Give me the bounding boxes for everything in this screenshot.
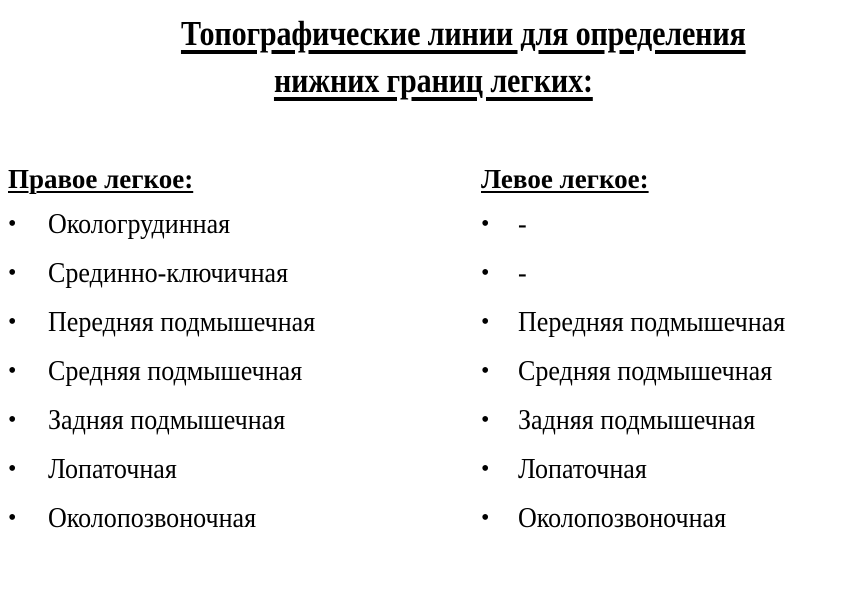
list-item-text: Околопозвоночная [518,503,727,534]
list-item [481,445,649,494]
list-item [481,494,727,543]
bullet-icon: • [8,211,17,237]
bullet-icon: • [8,505,17,531]
bullet-icon: • [481,260,490,286]
list-item [481,347,773,396]
bullet-icon: • [481,358,490,384]
list-item [8,396,286,445]
bullet-icon: • [481,505,490,531]
right-lung-column [8,160,316,543]
bullet-icon: • [8,456,17,482]
list-item-text: Средняя подмышечная [48,356,303,387]
bullet-icon: • [8,407,17,433]
bullet-icon: • [481,456,490,482]
list-item-text: Средняя подмышечная [518,356,773,387]
list-item-text: Задняя подмышечная [48,405,286,436]
slide-title [0,10,867,104]
list-item-text: Лопаточная [518,454,647,485]
list-item [481,200,649,249]
list-item [481,396,756,445]
bullet-icon: • [481,211,490,237]
left-lung-column [481,160,786,543]
list-item-text: Окологрудинная [48,209,231,240]
right-lung-heading: Правое легкое: [8,164,194,194]
list-item-text: Срединно-ключичная [48,258,289,289]
list-item-text: Околопозвоночная [48,503,257,534]
right-lung-list [8,200,316,543]
list-item-text: - [518,258,527,289]
bullet-icon: • [8,260,17,286]
bullet-icon: • [481,309,490,335]
list-item-text: - [518,209,527,240]
left-lung-heading: Левое легкое: [481,164,649,194]
bullet-icon: • [481,407,490,433]
list-item [8,494,257,543]
list-item-text: Задняя подмышечная [518,405,756,436]
left-lung-list [481,200,786,543]
bullet-icon: • [8,309,17,335]
bullet-icon: • [8,358,17,384]
list-item [8,249,289,298]
list-item [481,298,786,347]
list-item [8,200,231,249]
list-item-text: Передняя подмышечная [48,307,316,338]
list-item [481,249,649,298]
title-line-2: нижних границ легких: [274,61,593,100]
list-item [8,347,303,396]
list-item-text: Передняя подмышечная [518,307,786,338]
list-item-text: Лопаточная [48,454,177,485]
list-item [8,445,193,494]
title-line-1: Топографические линии для определения [181,14,746,53]
list-item [8,298,316,347]
